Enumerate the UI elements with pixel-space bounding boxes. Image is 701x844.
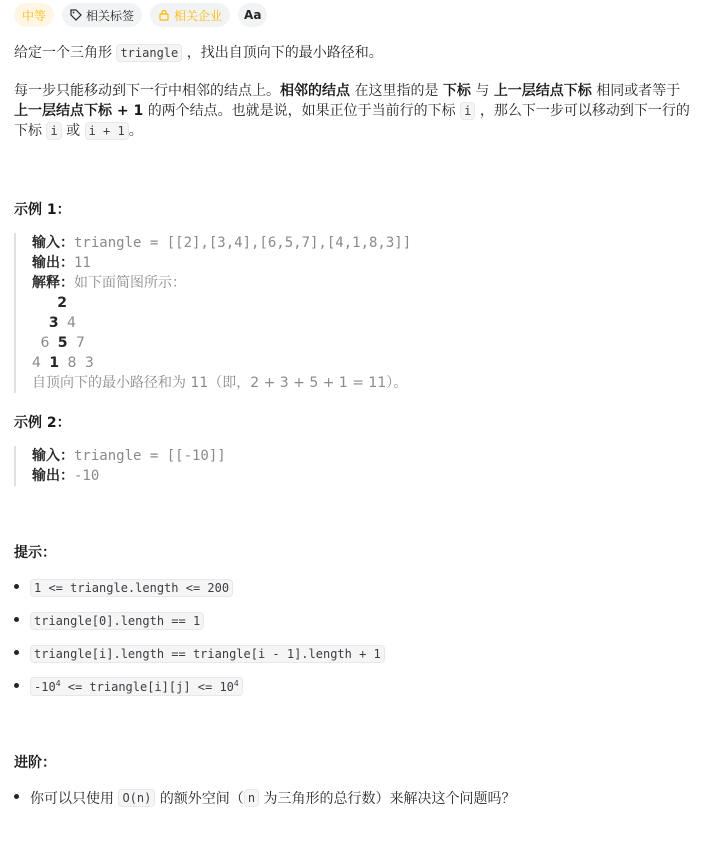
inline-code: i xyxy=(46,122,61,140)
tag-bar xyxy=(14,3,267,27)
example-2-block: 输入：triangle = [[-10]] 输出：-10 xyxy=(14,446,226,486)
difficulty-badge[interactable] xyxy=(14,3,54,27)
related-company-label: 相关企业 xyxy=(174,8,223,23)
hints-list xyxy=(14,571,385,703)
list-item: triangle[0].length == 1 xyxy=(14,604,385,637)
difficulty-label: 中等 xyxy=(22,8,47,23)
related-company-button[interactable] xyxy=(150,3,230,27)
advanced-title: 进阶： xyxy=(14,755,56,771)
inline-code: i xyxy=(460,102,475,120)
advanced-list xyxy=(14,781,516,814)
translate-icon: Aa xyxy=(244,8,262,22)
example-1-title: 示例 1： xyxy=(14,202,71,218)
inline-code: $-10^4$ <= triangle[i][j] <= $10^4$ xyxy=(30,677,243,696)
description-paragraph-2: 每一步只能移动到下一行中相邻的结点上。相邻的结点 在这里指的是 下标 与 上一层结点下标 相同或者等于 上一层结点下标 + 1 的两个结点。也就是说，如果正位于当前行的下标 i ，那么下一步可以移动到下一行的下标 i 或 i + 1 。 xyxy=(14,83,690,139)
tag-icon xyxy=(70,9,82,21)
list-item xyxy=(14,670,385,703)
inline-code: triangle xyxy=(116,44,182,62)
list-item: 你可以只使用 O(n) 的额外空间（ n 为三角形的总行数）来解决这个问题吗？ xyxy=(14,781,516,814)
related-tags-label: 相关标签 xyxy=(86,8,135,23)
related-tags-button[interactable] xyxy=(62,3,142,27)
list-item: 1 <= triangle.length <= 200 xyxy=(14,571,385,604)
example-1-block: 输入：triangle = [[2],[3,4],[6,5,7],[4,1,8,3]] 输出：11 解释：如下面简图所示： 2 3 4 6 5 7 4 1 8 3 自顶向下的最小路径和为 11（即，2 + 3 + 5 + 1 = 11）。 xyxy=(14,233,411,393)
example-2-title: 示例 2： xyxy=(14,415,71,431)
font-toggle-button[interactable] xyxy=(238,3,267,27)
hints-title: 提示： xyxy=(14,545,56,561)
description-paragraph-1: 给定一个三角形 triangle ，找出自顶向下的最小路径和。 xyxy=(14,45,383,61)
lock-icon xyxy=(158,9,170,21)
list-item: triangle[i].length == triangle[i - 1].length + 1 xyxy=(14,637,385,670)
inline-code: i + 1 xyxy=(85,122,129,140)
